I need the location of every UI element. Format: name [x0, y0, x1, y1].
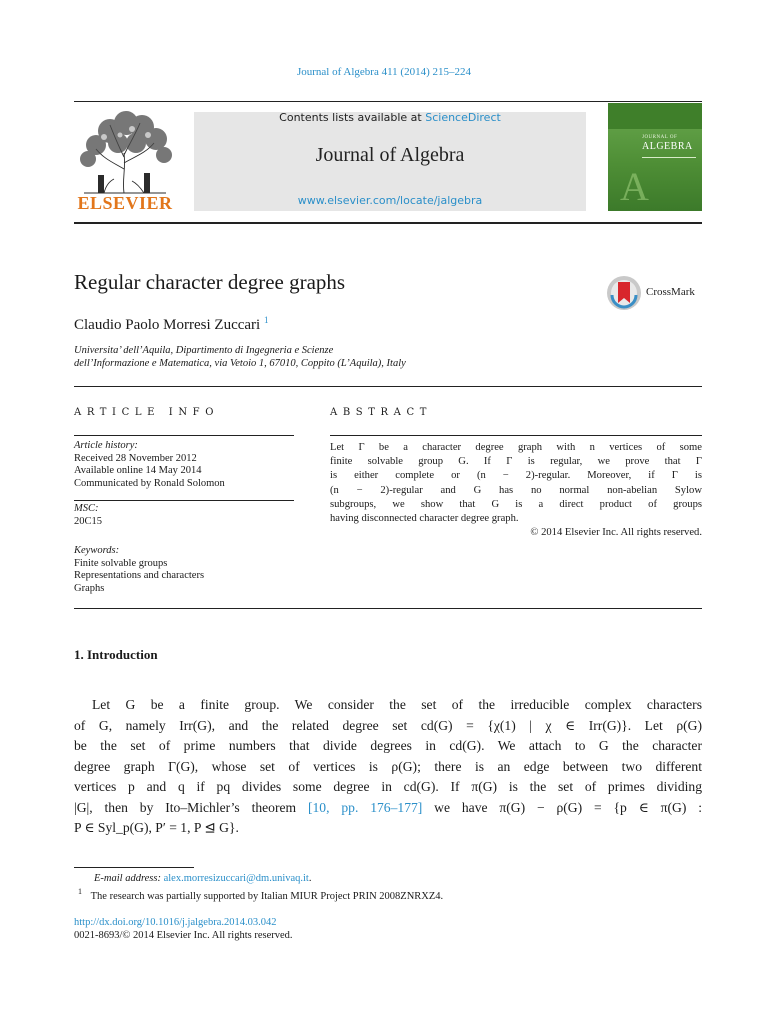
- footnote-rule: [74, 867, 194, 868]
- affiliation-line-2: dell’Informazione e Matematica, via Vetoio 1, 67010, Coppito (L’Aquila), Italy: [74, 358, 406, 369]
- abstract-copyright: © 2014 Elsevier Inc. All rights reserved.: [530, 527, 702, 538]
- keyword-item: Representations and characters: [74, 570, 205, 582]
- crossmark-label: CrossMark: [646, 286, 695, 298]
- citation-link[interactable]: [10, pp. 176–177]: [307, 799, 423, 815]
- body-text-segment: |G|, then by Ito–Michler’s theorem: [74, 799, 308, 815]
- journal-reference[interactable]: Journal of Algebra 411 (2014) 215–224: [296, 66, 472, 78]
- info-top-rule: [74, 386, 702, 387]
- journal-name: Journal of Algebra: [315, 144, 465, 166]
- elsevier-tree-icon: [74, 109, 176, 195]
- abstract-line: is either complete or (n − 2)-regular. Moreover, if Γ is: [330, 470, 702, 482]
- keywords-label: Keywords:: [74, 545, 120, 556]
- header-bottom-rule: [74, 222, 702, 224]
- cover-letter: A: [620, 164, 649, 209]
- keyword-item: Finite solvable groups: [74, 557, 168, 569]
- msc-block: [74, 503, 102, 528]
- article-info-heading: ARTICLE INFO: [74, 407, 220, 418]
- contents-prefix: Contents lists available at: [279, 111, 426, 124]
- abstract-line: (n − 2)-regular and G has no normal non-abelian Sylow: [330, 484, 702, 496]
- contents-line: [194, 111, 586, 124]
- journal-cover: [608, 103, 702, 211]
- article-history: [74, 440, 304, 490]
- email-link[interactable]: alex.morresizuccari@dm.univaq.it: [163, 873, 309, 884]
- funding-text: The research was partially supported by Italian MIUR Project PRIN 2008ZNRXZ4.: [90, 890, 444, 902]
- msc-code: 20C15: [74, 515, 103, 527]
- keyword-item: Graphs: [74, 582, 105, 594]
- funding-footnote: [78, 887, 443, 902]
- abstract-line: Let Γ be a character degree graph with n vertices of some: [330, 442, 702, 453]
- msc-label: MSC:: [74, 503, 99, 514]
- elsevier-wordmark: ELSEVIER: [77, 193, 173, 213]
- intro-paragraph: [74, 695, 702, 839]
- cover-rule: [642, 157, 696, 158]
- author-name: Claudio Paolo Morresi Zuccari: [74, 317, 261, 333]
- issn-line: 0021-8693/© 2014 Elsevier Inc. All rights reserved.: [74, 930, 293, 941]
- msc-rule: [74, 500, 294, 501]
- abstract-line: finite solvable group G. If Γ is regular, we prove that Γ: [330, 456, 702, 468]
- info-rule: [74, 435, 294, 436]
- abstract-line: subgroups, we show that G is a direct product of groups: [330, 498, 702, 510]
- abstract-body: [330, 441, 702, 526]
- header-top-rule: [74, 101, 702, 102]
- abstract-bottom-rule: [74, 608, 702, 609]
- body-line: be the set of prime numbers that divide degrees in cd(G). We attach to G the character: [74, 738, 702, 753]
- body-line: [74, 798, 702, 819]
- body-line: degree graph Γ(G), whose set of vertices is ρ(G); there is an edge between two different: [74, 758, 702, 774]
- sciencedirect-link[interactable]: ScienceDirect: [425, 111, 501, 124]
- doi-link[interactable]: http://dx.doi.org/10.1016/j.jalgebra.2014.03.042: [74, 917, 277, 928]
- body-line: Let G be a finite group. We consider the set of the irreducible complex characters: [92, 697, 702, 712]
- journal-url[interactable]: www.elsevier.com/locate/jalgebra: [297, 194, 483, 207]
- cover-small-title: JOURNAL OF: [642, 135, 678, 140]
- email-label: E-mail address:: [94, 873, 161, 884]
- elsevier-logo: [74, 109, 176, 213]
- crossmark-icon: [606, 275, 642, 311]
- body-line: P ∈ Syl_p(G), P′ = 1, P ⊴ G}.: [74, 820, 239, 835]
- abstract-heading: ABSTRACT: [330, 407, 432, 418]
- crossmark-badge[interactable]: [606, 275, 706, 311]
- available-date: Available online 14 May 2014: [74, 465, 202, 477]
- cover-top-band: [608, 103, 702, 129]
- author-line: [74, 315, 268, 334]
- body-text-segment: we have π(G) − ρ(G) = {p ∈ π(G) :: [422, 799, 702, 815]
- abstract-line: having disconnected character degree graph.: [330, 513, 519, 525]
- affiliation-line-1: Universita’ dell’Aquila, Dipartimento di Ingegneria e Scienze: [74, 345, 334, 356]
- body-line: of G, namely Irr(G), and the related degree set cd(G) = {χ(1) | χ ∈ Irr(G)}. Let ρ(G): [74, 717, 702, 733]
- body-line: vertices p and q if pq divides some degree in cd(G). If π(G) is the set of primes dividing: [74, 779, 702, 794]
- received-date: Received 28 November 2012: [74, 452, 197, 464]
- email-footnote: [94, 873, 311, 884]
- author-footnote-mark[interactable]: 1: [263, 315, 269, 325]
- history-label: Article history:: [74, 440, 138, 451]
- communicated-by: Communicated by Ronald Solomon: [74, 477, 225, 489]
- footnote-mark: 1: [78, 887, 82, 896]
- abstract-rule: [330, 435, 702, 436]
- article-title: Regular character degree graphs: [74, 270, 346, 294]
- cover-big-title: ALGEBRA: [642, 141, 693, 152]
- section-heading: 1. Introduction: [74, 647, 158, 662]
- email-period: .: [308, 873, 312, 884]
- keywords-block: [74, 545, 204, 595]
